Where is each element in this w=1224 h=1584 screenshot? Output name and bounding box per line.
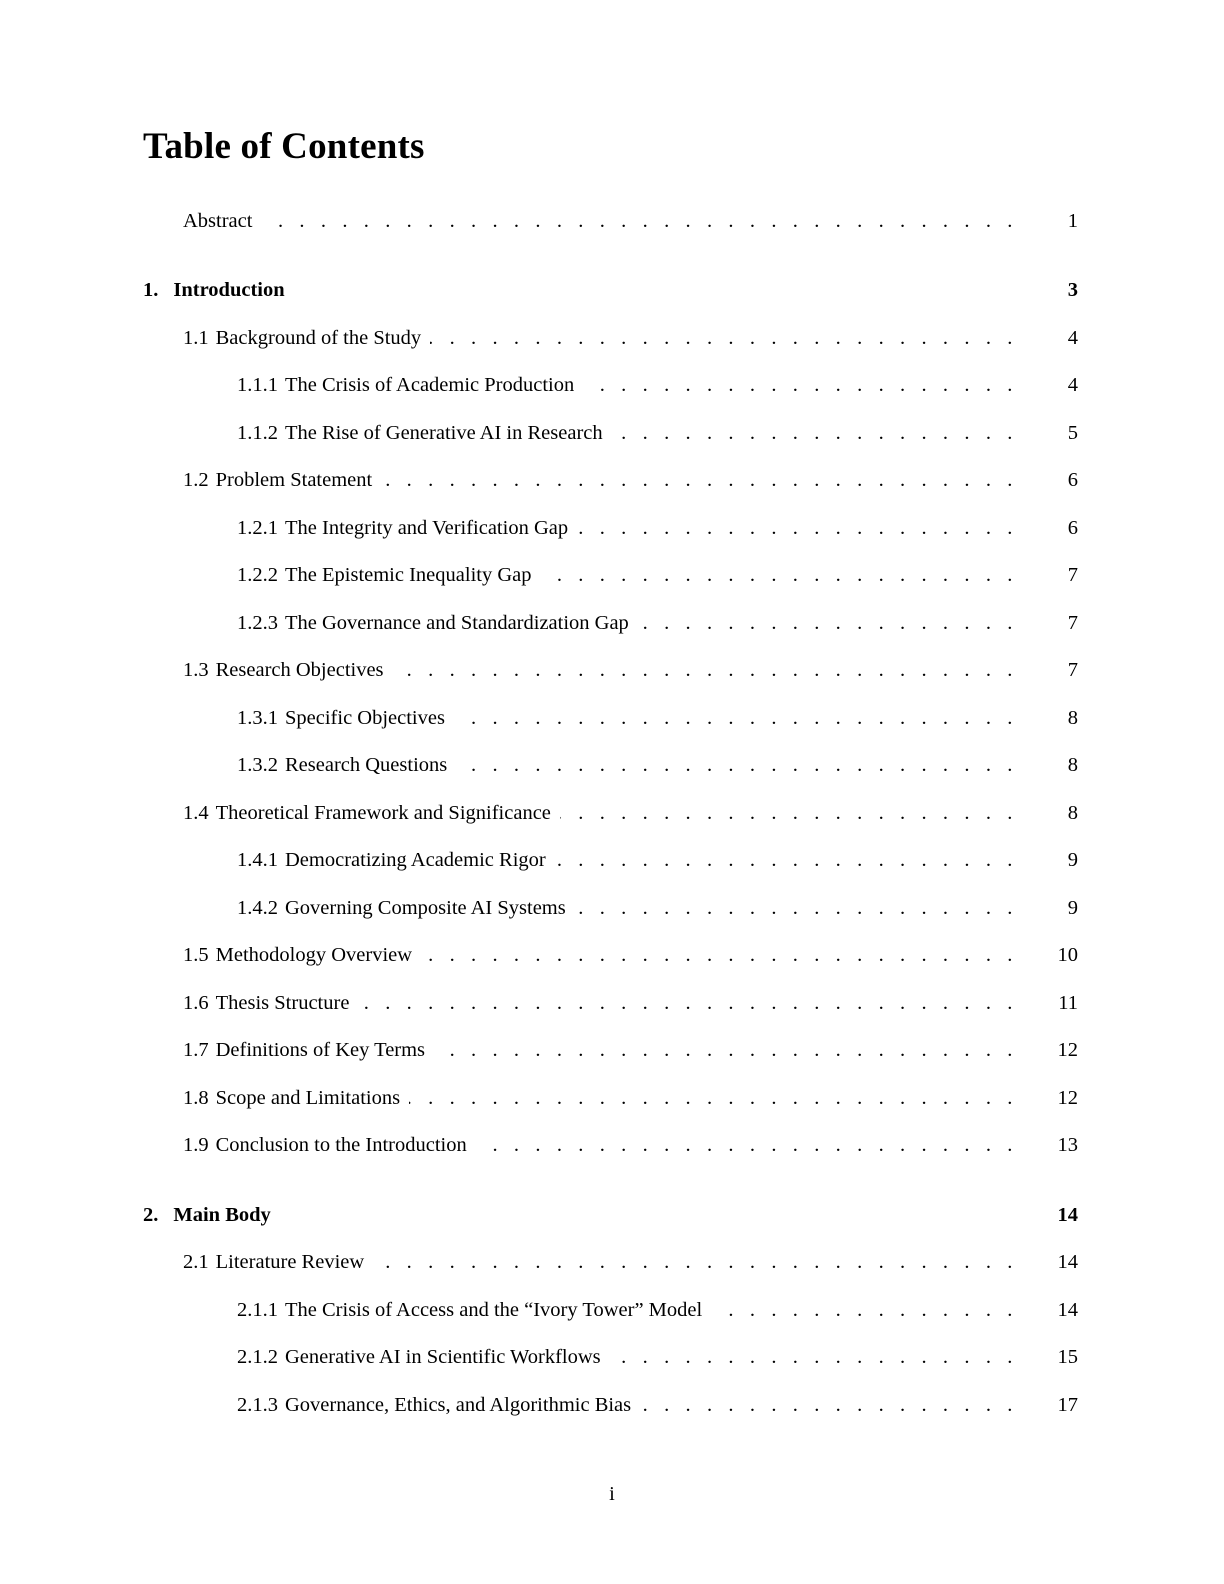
folio-page-number: i	[609, 1483, 615, 1505]
toc-entry	[143, 1347, 1078, 1368]
toc-entry-number: 2.1	[183, 1251, 209, 1274]
toc-entry-title: The Crisis of Access and the “Ivory Tower” Model	[285, 1298, 703, 1321]
toc-entry-title: Methodology Overview	[215, 944, 413, 967]
toc-entry-number: 1.1.1	[237, 374, 278, 397]
toc-entry	[143, 1300, 1078, 1321]
toc-entry-number: 2.1.1	[237, 1298, 278, 1321]
dot-leader	[575, 898, 1018, 919]
toc-entry-title: The Epistemic Inequality Gap	[285, 564, 532, 587]
dot-leader	[583, 375, 1018, 396]
toc-entry-page: 10	[1057, 944, 1078, 967]
toc-entry-page: 1	[1067, 209, 1078, 232]
toc-entry-number: 2.1.3	[237, 1393, 278, 1416]
page-title: Table of Contents	[143, 126, 425, 167]
toc-entry	[143, 1040, 1078, 1061]
toc-entry	[143, 375, 1078, 396]
toc-entry	[143, 423, 1078, 444]
toc-entry	[143, 1135, 1078, 1156]
toc-entry	[143, 565, 1078, 586]
toc-entry-title: Research Objectives	[215, 659, 384, 682]
toc-entry-title: Literature Review	[215, 1251, 365, 1274]
toc-entry	[143, 708, 1078, 729]
dot-leader	[421, 945, 1018, 966]
toc-entry-number: 1.2.3	[237, 611, 278, 634]
toc-entry-page: 14	[1057, 1203, 1078, 1226]
toc-entry	[143, 898, 1078, 919]
toc-entry-title: Specific Objectives	[285, 706, 445, 729]
dot-leader	[381, 470, 1018, 491]
toc-entry-title: Background of the Study	[215, 326, 422, 349]
dot-leader	[409, 1088, 1018, 1109]
toc-entry-number: 1.3	[183, 659, 209, 682]
toc-entry-page: 7	[1067, 611, 1078, 634]
toc-entry-number: 1.4.1	[237, 849, 278, 872]
dot-leader	[610, 1347, 1018, 1368]
dot-leader	[638, 613, 1018, 634]
dot-leader	[577, 518, 1018, 539]
dot-leader	[454, 708, 1018, 729]
dot-leader	[555, 850, 1018, 871]
toc-entry-number: 1.5	[183, 944, 209, 967]
dot-leader	[612, 423, 1018, 444]
toc-entry-page: 6	[1067, 516, 1078, 539]
toc-entry-title: Thesis Structure	[215, 991, 350, 1014]
toc-entry-page: 7	[1067, 659, 1078, 682]
toc-entry-title: Abstract	[183, 209, 253, 232]
toc-entry	[143, 945, 1078, 966]
toc-entry	[143, 850, 1078, 871]
toc-entry-number: 2.1.2	[237, 1346, 278, 1369]
toc-entry-page: 4	[1067, 374, 1078, 397]
toc-entry-title: The Governance and Standardization Gap	[285, 611, 629, 634]
toc-entry-title: Theoretical Framework and Significance	[215, 801, 551, 824]
toc-entry-title: The Rise of Generative AI in Research	[285, 421, 603, 444]
dot-leader	[541, 565, 1019, 586]
toc-entry-title: The Integrity and Verification Gap	[285, 516, 569, 539]
toc-entry-title: Governing Composite AI Systems	[285, 896, 566, 919]
toc-entry-title: Problem Statement	[215, 469, 373, 492]
toc-entry-page: 12	[1057, 1086, 1078, 1109]
toc-entry	[143, 755, 1078, 776]
toc-entry-number: 1.9	[183, 1134, 209, 1157]
toc-entry	[143, 280, 1078, 301]
toc-entry-title: Main Body	[173, 1203, 271, 1226]
dot-leader	[711, 1300, 1018, 1321]
toc-entry	[143, 660, 1078, 681]
dot-leader	[261, 211, 1018, 232]
toc-entry-title: Definitions of Key Terms	[215, 1039, 426, 1062]
toc-entry-number: 1.3.1	[237, 706, 278, 729]
dot-leader	[456, 755, 1018, 776]
dot-leader	[434, 1040, 1018, 1061]
toc-entry-title: Democratizing Academic Rigor	[285, 849, 546, 872]
toc-entry-number: 1.8	[183, 1086, 209, 1109]
toc-entry-number: 1.	[143, 279, 159, 302]
toc-entry-page: 12	[1057, 1039, 1078, 1062]
dot-leader	[393, 660, 1018, 681]
toc-entry-title: Scope and Limitations	[215, 1086, 401, 1109]
toc-entry-title: The Crisis of Academic Production	[285, 374, 575, 397]
toc-entry-page: 4	[1067, 326, 1078, 349]
dot-leader	[640, 1395, 1018, 1416]
dot-leader	[476, 1135, 1018, 1156]
toc-entry	[143, 518, 1078, 539]
toc-entry	[143, 328, 1078, 349]
toc-entry	[143, 1252, 1078, 1273]
toc-entry-title: Introduction	[173, 279, 285, 302]
toc-entry-page: 3	[1067, 279, 1078, 302]
toc-entry-page: 8	[1067, 706, 1078, 729]
dot-leader	[373, 1252, 1018, 1273]
toc-entry-page: 5	[1067, 421, 1078, 444]
toc-entry-number: 1.2.1	[237, 516, 278, 539]
toc-entry-page: 8	[1067, 801, 1078, 824]
toc-entry-page: 9	[1067, 849, 1078, 872]
toc-entry-number: 1.1	[183, 326, 209, 349]
toc-entry	[143, 613, 1078, 634]
toc-entry	[143, 993, 1078, 1014]
toc-entry-number: 1.3.2	[237, 754, 278, 777]
page-footer	[0, 1483, 1224, 1506]
toc-entry-page: 17	[1057, 1393, 1078, 1416]
toc-entry-page: 9	[1067, 896, 1078, 919]
toc-entry	[143, 1395, 1078, 1416]
toc-entry-page: 6	[1067, 469, 1078, 492]
toc-entry-title: Governance, Ethics, and Algorithmic Bias	[285, 1393, 632, 1416]
toc-entry	[143, 803, 1078, 824]
toc-entry-page: 8	[1067, 754, 1078, 777]
toc-entry	[143, 1088, 1078, 1109]
toc-entry-number: 1.1.2	[237, 421, 278, 444]
table-of-contents	[143, 211, 1078, 1416]
toc-entry-number: 1.2	[183, 469, 209, 492]
toc-entry-page: 14	[1057, 1251, 1078, 1274]
toc-entry-page: 7	[1067, 564, 1078, 587]
toc-entry-page: 14	[1057, 1298, 1078, 1321]
toc-entry-title: Generative AI in Scientific Workflows	[285, 1346, 601, 1369]
toc-entry-number: 1.2.2	[237, 564, 278, 587]
toc-entry-page: 15	[1057, 1346, 1078, 1369]
toc-entry	[143, 470, 1078, 491]
toc-entry-number: 1.4.2	[237, 896, 278, 919]
dot-leader	[358, 993, 1018, 1014]
toc-entry-page: 11	[1058, 991, 1078, 1014]
dot-leader	[560, 803, 1018, 824]
toc-entry-number: 2.	[143, 1203, 159, 1226]
toc-entry	[143, 211, 1078, 232]
dot-leader	[430, 328, 1018, 349]
toc-entry-title: Conclusion to the Introduction	[215, 1134, 467, 1157]
toc-entry-number: 1.7	[183, 1039, 209, 1062]
toc-entry-number: 1.6	[183, 991, 209, 1014]
toc-entry-number: 1.4	[183, 801, 209, 824]
toc-entry	[143, 1205, 1078, 1226]
toc-entry-title: Research Questions	[285, 754, 448, 777]
toc-entry-page: 13	[1057, 1134, 1078, 1157]
